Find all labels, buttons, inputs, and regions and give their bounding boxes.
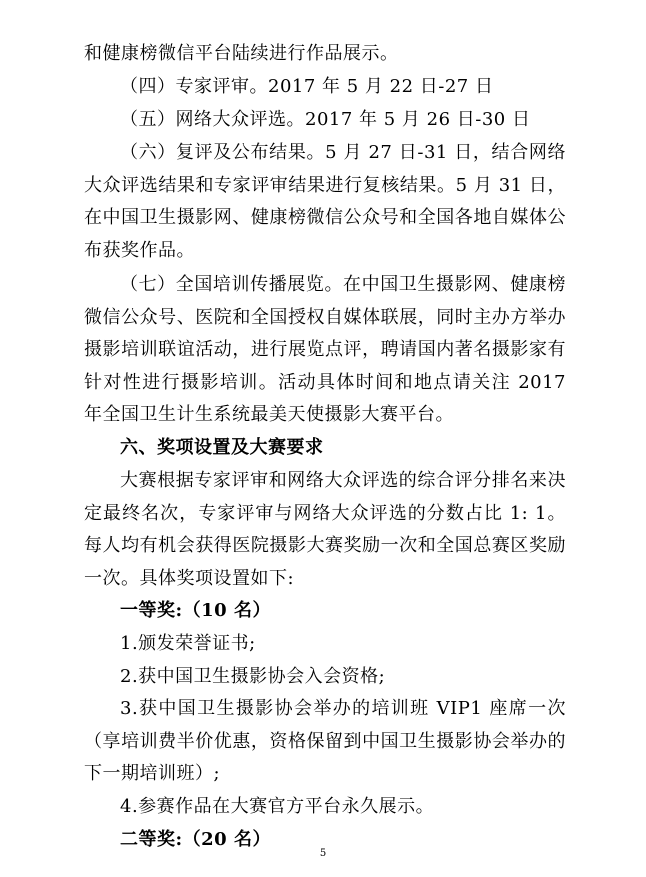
- page-number: 5: [319, 848, 327, 859]
- paragraph-training-exhibition: （七）全国培训传播展览。在中国卫生摄影网、健康榜微信公众号、医院和全国授权自媒体联展，同时主办方举办摄影培训联谊活动，进行展览点评，聘请国内著名摄影家有针对性进行摄影培训。活动具体时间和地点请关注 2017 年全国卫生计生系统最美天使摄影大赛平台。: [84, 274, 566, 425]
- list-item-certificate: 1.颁发荣誉证书;: [120, 633, 256, 654]
- paragraph-ranking-rules: 大赛根据专家评审和网络大众评选的综合评分排名来决定最终名次，专家评审与网络大众评选的分数占比 1: 1。每人均有机会获得医院摄影大赛奖励一次和全国总赛区奖励一次。具体奖项设置如下:: [84, 470, 566, 589]
- heading-second-prize: 二等奖:（20 名）: [120, 829, 271, 850]
- paragraph-exhibition-continued: 和健康榜微信平台陆续进行作品展示。: [84, 43, 399, 64]
- section-heading-awards: 六、奖项设置及大赛要求: [120, 437, 324, 458]
- heading-first-prize: 一等奖:（10 名）: [120, 600, 271, 621]
- paragraph-expert-review: （四）专家评审。2017 年 5 月 22 日-27 日: [120, 76, 494, 97]
- list-item-permanent-display: 4.参赛作品在大赛官方平台永久展示。: [120, 796, 435, 817]
- paragraph-public-vote: （五）网络大众评选。2017 年 5 月 26 日-30 日: [120, 109, 531, 130]
- paragraph-final-results: （六）复评及公布结果。5 月 27 日-31 日，结合网络大众评选结果和专家评审结果进行复核结果。5 月 31 日，在中国卫生摄影网、健康榜微信公众号和全国各地自媒体公布获奖作品。: [84, 142, 566, 261]
- list-item-membership: 2.获中国卫生摄影协会入会资格;: [120, 666, 386, 687]
- list-item-training-vip: 3.获中国卫生摄影协会举办的培训班 VIP1 座席一次（享培训费半价优惠，资格保留到中国卫生摄影协会举办的下一期培训班）;: [84, 698, 566, 784]
